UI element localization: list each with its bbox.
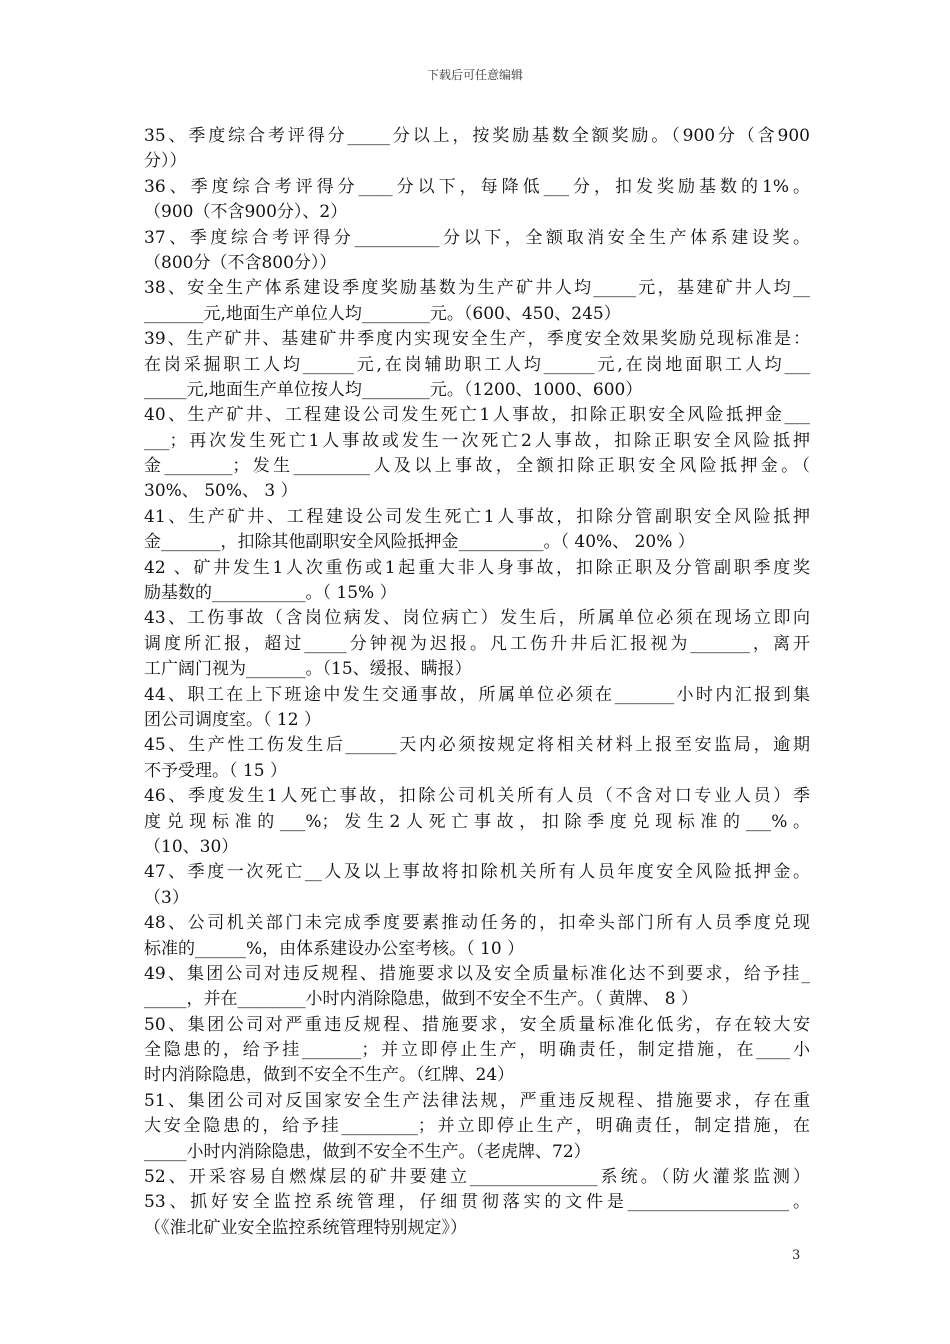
text-line: 分）） [144, 151, 187, 172]
page-number: 3 [792, 1248, 801, 1263]
text-line: 50、集团公司对严重违反规程、措施要求，安全质量标准化低劣，存在较大安 [144, 1014, 810, 1035]
text-line: 团公司调度室。（ 12 ） [144, 709, 321, 730]
text-line: _______元,地面生产单位人均________元。（600、450、245） [144, 303, 621, 324]
text-line: 在岗采掘职工人均______元,在岗辅助职工人均______元,在岗地面职工人均___ [144, 354, 810, 375]
text-line: 调度所汇报，超过_____分钟视为迟报。凡工伤升井后汇报视为_______，离开 [144, 633, 810, 654]
text-line: 30%、 50%、 3 ） [144, 481, 298, 502]
text-line: （10、30） [144, 836, 239, 857]
text-line: 46、季度发生1人死亡事故，扣除公司机关所有人员（不含对口专业人员）季 [144, 786, 810, 807]
text-line: 49、集团公司对违反规程、措施要求以及安全质量标准化达不到要求，给予挂_ [144, 963, 810, 984]
text-line: 金_______，扣除其他副职安全风险抵押金__________。（ 40%、 20% ） [144, 532, 695, 553]
text-line: 标准的______%，由体系建设办公室考核。（ 10 ） [144, 938, 525, 959]
text-line: 41、生产矿井、工程建设公司发生死亡1人事故，扣除分管副职安全风险抵押 [144, 506, 810, 527]
text-line: 全隐患的，给予挂_______；并立即停止生产，明确责任，制定措施，在____小 [144, 1040, 810, 1061]
text-line: 大安全隐患的，给予挂_________；并立即停止生产，明确责任，制定措施，在 [144, 1116, 810, 1137]
text-line: 51、集团公司对反国家安全生产法律法规，严重违反规程、措施要求，存在重 [144, 1090, 810, 1111]
text-line: 43、工伤事故（含岗位病发、岗位病亡）发生后，所属单位必须在现场立即向 [144, 608, 810, 629]
text-line: 励基数的___________。（ 15% ） [144, 583, 397, 604]
text-line: 52、开采容易自燃煤层的矿井要建立_______________系统。（防火灌浆监测） [144, 1167, 810, 1188]
text-line: 47、季度一次死亡__人及以上事故将扣除机关所有人员年度安全风险抵押金。 [144, 862, 810, 883]
document-body [144, 124, 810, 1241]
text-line: 40、生产矿井、工程建设公司发生死亡1人事故，扣除正职安全风险抵押金___ [144, 405, 810, 426]
text-line: _____，并在________小时内消除隐患，做到不安全不生产。（ 黄牌、 8 ） [144, 989, 699, 1010]
text-line: 工广阔门视为_______。（15、缓报、瞒报） [144, 659, 472, 680]
text-line: （800分（不含800分）） [144, 252, 337, 273]
text-line: 42 、矿井发生1人次重伤或1起重大非人身事故，扣除正职及分管副职季度奖 [144, 557, 810, 578]
text-line: 36、季度综合考评得分____分以下，每降低___分，扣发奖励基数的1%。 [144, 176, 810, 197]
text-line: 39、生产矿井、基建矿井季度内实现安全生产，季度安全效果奖励兑现标准是： [144, 329, 810, 350]
text-line: 金________；发生_________人及以上事故，全额扣除正职安全风险抵押金。（ [144, 456, 810, 477]
text-line: 不予受理。（ 15 ） [144, 760, 287, 781]
text-line: _____小时内消除隐患，做到不安全不生产。（老虎牌、72） [144, 1141, 591, 1162]
text-line: _____元,地面生产单位按人均________元。（1200、1000、600） [144, 379, 643, 400]
text-line: 度兑现标准的___%；发生2人死亡事故，扣除季度兑现标准的___%。 [144, 811, 810, 832]
text-line: （3） [144, 887, 189, 908]
text-line: 53、抓好安全监控系统管理，仔细贯彻落实的文件是___________________。 [144, 1192, 810, 1213]
text-line: 35、季度综合考评得分_____分以上，按奖励基数全额奖励。（900分（含900 [144, 126, 810, 146]
text-line: 37、季度综合考评得分__________分以下，全额取消安全生产体系建设奖。 [144, 227, 810, 248]
text-line: 44、职工在上下班途中发生交通事故，所属单位必须在_______小时内汇报到集 [144, 684, 810, 705]
text-line: ___；再次发生死亡1人事故或发生一次死亡2人事故，扣除正职安全风险抵押 [144, 430, 810, 451]
text-line: （900（不含900分）、2） [144, 202, 348, 223]
text-line: 时内消除隐患，做到不安全不生产。（红牌、24） [144, 1065, 515, 1086]
text-line: 48、公司机关部门未完成季度要素推动任务的，扣牵头部门所有人员季度兑现 [144, 913, 810, 934]
text-line: 38、安全生产体系建设季度奖励基数为生产矿井人均_____元，基建矿井人均__ [144, 278, 810, 299]
text-line: （《淮北矿业安全监控系统管理特别规定》） [144, 1217, 467, 1238]
text-line: 45、生产性工伤发生后______天内必须按规定将相关材料上报至安监局，逾期 [144, 735, 810, 756]
page-header: 下载后可任意编辑 [426, 68, 523, 82]
